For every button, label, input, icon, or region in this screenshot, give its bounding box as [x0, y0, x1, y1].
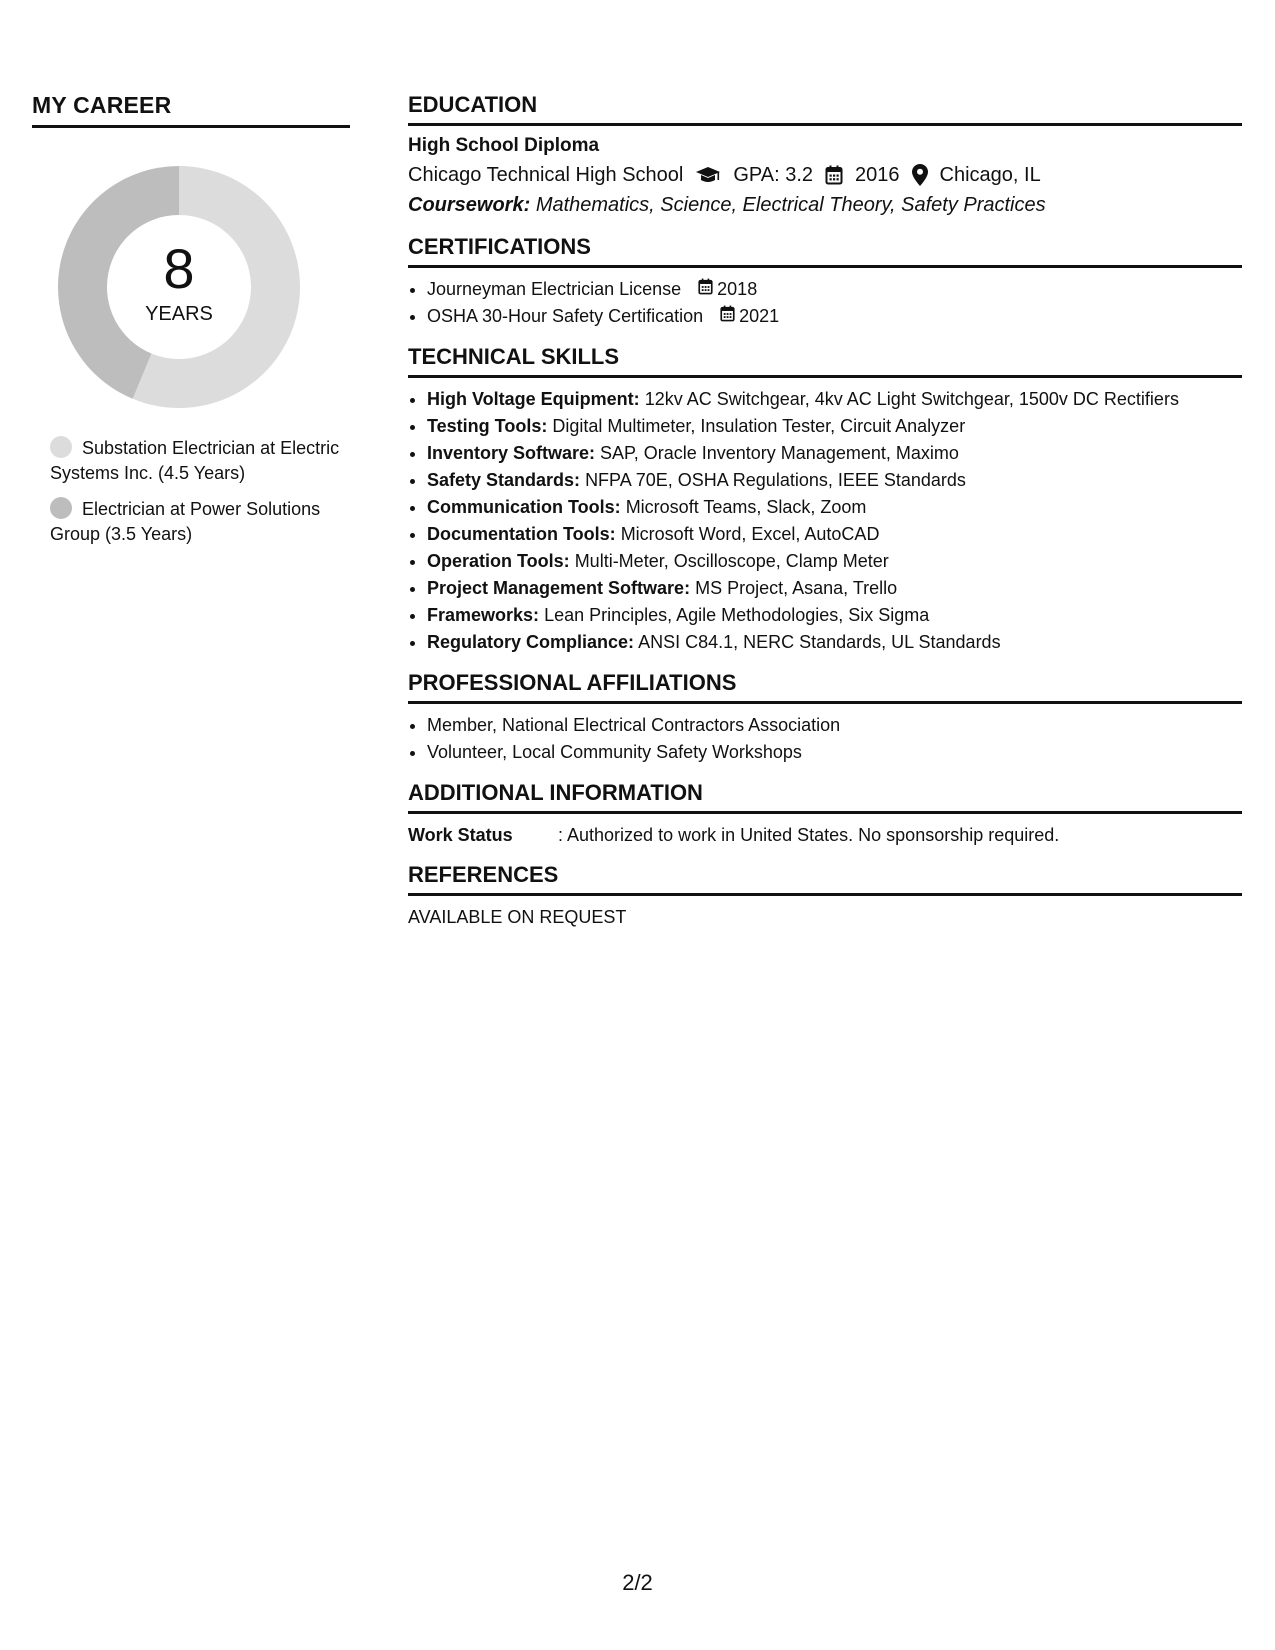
- section-title: REFERENCES: [408, 862, 1242, 896]
- list-item: [427, 494, 1242, 521]
- career-donut-chart: [54, 162, 304, 412]
- skill-category: Operation Tools:: [427, 551, 570, 571]
- certification-date: [720, 303, 779, 330]
- list-item: [427, 548, 1242, 575]
- references-body: [408, 896, 1242, 930]
- skill-values: Microsoft Teams, Slack, Zoom: [625, 497, 867, 517]
- references-section: [408, 862, 1242, 930]
- skills-list: [408, 386, 1242, 656]
- certification-date: [698, 276, 757, 303]
- skill-category: Testing Tools:: [427, 416, 548, 436]
- additional-info-body: [408, 814, 1242, 848]
- references-text: AVAILABLE ON REQUEST: [408, 907, 627, 927]
- list-item: [427, 303, 1242, 330]
- legend-item: [50, 497, 340, 547]
- list-item: [427, 467, 1242, 494]
- career-heading: MY CAREER: [32, 92, 350, 128]
- certifications-body: [408, 268, 1242, 330]
- skill-values: ANSI C84.1, NERC Standards, UL Standards: [638, 632, 1001, 652]
- calendar-icon: [698, 276, 717, 303]
- skill-values: Microsoft Word, Excel, AutoCAD: [620, 524, 880, 544]
- donut-center: [54, 162, 304, 412]
- legend-item: [50, 436, 340, 486]
- skill-category: Regulatory Compliance:: [427, 632, 635, 652]
- certification-name: OSHA 30-Hour Safety Certification: [427, 306, 704, 326]
- list-item: • Volunteer, Local Community Safety Workshops: [427, 739, 1242, 766]
- education-section: [408, 92, 1242, 220]
- list-item: [427, 521, 1242, 548]
- calendar-icon: [825, 165, 843, 185]
- skill-values: Digital Multimeter, Insulation Tester, Circuit Analyzer: [552, 416, 966, 436]
- education-year: 2016: [855, 164, 900, 186]
- list-item: [427, 386, 1242, 413]
- list-item: [427, 440, 1242, 467]
- list-item: [427, 629, 1242, 656]
- total-years-value: 8: [163, 236, 195, 300]
- skill-values: NFPA 70E, OSHA Regulations, IEEE Standards: [585, 470, 966, 490]
- work-status-value: : Authorized to work in United States. No sponsorship required.: [558, 825, 1060, 845]
- education-location: Chicago, IL: [939, 164, 1041, 186]
- education-coursework: [408, 190, 1242, 220]
- coursework-label: Coursework:: [408, 194, 531, 216]
- list-item: • Member, National Electrical Contractors Association: [427, 712, 1242, 739]
- total-years-unit: YEARS: [145, 302, 213, 325]
- certification-year: 2018: [717, 279, 758, 299]
- section-title: PROFESSIONAL AFFILIATIONS: [408, 670, 1242, 704]
- list-item: [427, 575, 1242, 602]
- skill-values: 12kv AC Switchgear, 4kv AC Light Switchgear, 1500v DC Rectifiers: [644, 389, 1179, 409]
- skill-category: High Voltage Equipment:: [427, 389, 640, 409]
- page-number: 2/2: [622, 1570, 653, 1595]
- skills-body: [408, 378, 1242, 656]
- skill-values: Lean Principles, Agile Methodologies, Six Sigma: [544, 605, 930, 625]
- skill-category: Documentation Tools:: [427, 524, 616, 544]
- career-legend: [50, 436, 340, 547]
- career-sidebar: [32, 92, 350, 558]
- additional-info-section: [408, 780, 1242, 848]
- certifications-list: [408, 276, 1242, 330]
- skill-values: Multi-Meter, Oscilloscope, Clamp Meter: [574, 551, 889, 571]
- list-item: [427, 413, 1242, 440]
- map-pin-icon: [912, 164, 928, 186]
- section-title: CERTIFICATIONS: [408, 234, 1242, 268]
- list-item: [427, 602, 1242, 629]
- skills-section: [408, 344, 1242, 656]
- affiliations-body: [408, 704, 1242, 766]
- skill-category: Frameworks:: [427, 605, 540, 625]
- legend-swatch: [50, 436, 72, 458]
- calendar-icon: [720, 303, 739, 330]
- education-degree: High School Diploma: [408, 135, 600, 156]
- main-content: [408, 92, 1242, 944]
- skill-category: Safety Standards:: [427, 470, 581, 490]
- legend-swatch: [50, 497, 72, 519]
- section-title: EDUCATION: [408, 92, 1242, 126]
- section-title: TECHNICAL SKILLS: [408, 344, 1242, 378]
- certifications-section: [408, 234, 1242, 330]
- certification-name: Journeyman Electrician License: [427, 279, 682, 299]
- skill-category: Communication Tools:: [427, 497, 621, 517]
- education-body: [408, 126, 1242, 220]
- work-status-label: Work Status: [408, 825, 513, 845]
- affiliations-list: [408, 712, 1242, 766]
- affiliations-section: [408, 670, 1242, 766]
- skill-category: Inventory Software:: [427, 443, 596, 463]
- skill-category: Project Management Software:: [427, 578, 691, 598]
- skill-values: SAP, Oracle Inventory Management, Maximo: [600, 443, 959, 463]
- list-item: [427, 276, 1242, 303]
- education-school: Chicago Technical High School: [408, 164, 684, 186]
- skill-values: MS Project, Asana, Trello: [695, 578, 898, 598]
- graduation-cap-icon: [695, 166, 721, 184]
- coursework-value: Mathematics, Science, Electrical Theory, Safety Practices: [535, 194, 1046, 216]
- legend-label: Substation Electrician at Electric Systems Inc. (4.5 Years): [50, 438, 340, 483]
- certification-year: 2021: [739, 306, 780, 326]
- section-title: ADDITIONAL INFORMATION: [408, 780, 1242, 814]
- education-details: [408, 160, 1242, 190]
- education-gpa: GPA: 3.2: [733, 164, 814, 186]
- work-status-row: [408, 822, 1242, 848]
- legend-label: Electrician at Power Solutions Group (3.5 Years): [50, 499, 321, 544]
